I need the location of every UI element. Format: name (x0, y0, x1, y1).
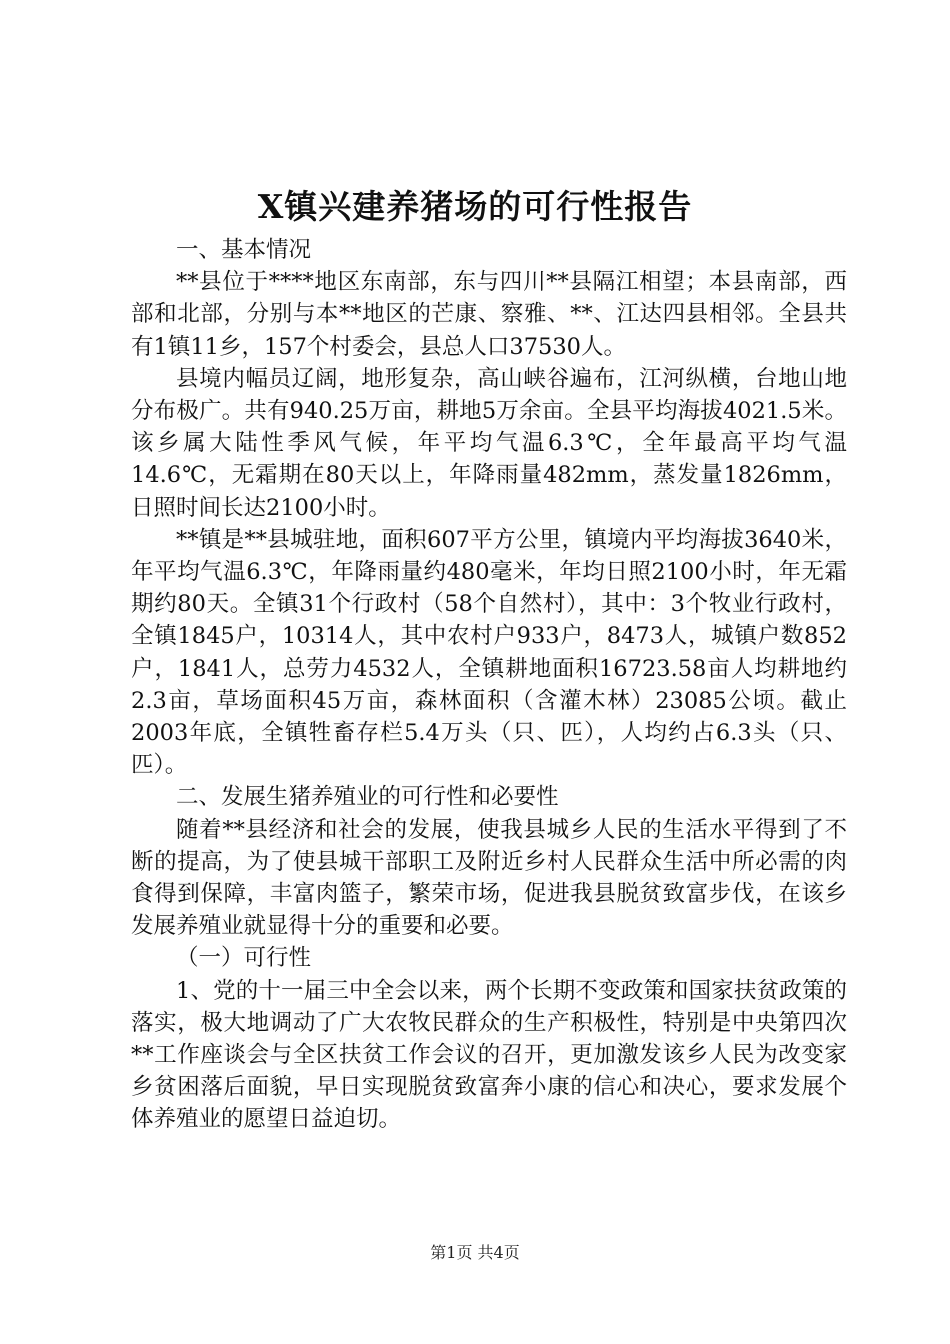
paragraph-development-need: 随着**县经济和社会的发展，使我县城乡人民的生活水平得到了不断的提高，为了使县城干部职工及附近乡村人民群众生活中所必需的肉食得到保障，丰富肉篮子，繁荣市场，促进我县脱贫致富步伐，在该乡发展养殖业就显得十分的重要和必要。 (131, 816, 847, 940)
paragraph-policy-support: 1、党的十一届三中全会以来，两个长期不变政策和国家扶贫政策的落实，极大地调动了广大农牧民群众的生产积极性，特别是中央第四次**工作座谈会与全区扶贫工作会议的召开，更加激发该乡人民为改变家乡贫困落后面貌，早日实现脱贫致富奔小康的信心和决心，要求发展个体养殖业的愿望日益迫切。 (131, 977, 847, 1133)
section-heading-basic-info: 一、基本情况 (176, 237, 312, 263)
page-number-footer: 第1页 共4页 (430, 1243, 520, 1262)
document-body (131, 234, 847, 1136)
paragraph-location: **县位于****地区东南部，东与四川**县隔江相望；本县南部，西部和北部，分别与本**地区的芒康、察雅、**、江达四县相邻。全县共有1镇11乡，157个村委会，县总人口37530人。 (131, 269, 847, 360)
paragraph-terrain-climate: 县境内幅员辽阔，地形复杂，高山峡谷遍布，江河纵横，台地山地分布极广。共有940.25万亩，耕地5万余亩。全县平均海拔4021.5米。该乡属大陆性季风气候，年平均气温6.3℃，全年最高平均气温14.6℃，无霜期在80天以上，年降雨量482mm，蒸发量1826mm，日照时间长达2100小时。 (131, 365, 847, 521)
document-title: X镇兴建养猪场的可行性报告 (257, 187, 693, 226)
subsection-heading-feasibility: （一）可行性 (176, 945, 312, 972)
paragraph-town-overview: **镇是**县城驻地，面积607平方公里，镇境内平均海拔3640米，年平均气温6.3℃，年降雨量约480毫米，年均日照2100小时，年无霜期约80天。全镇31个行政村（58个自然村），其中：3个牧业行政村，全镇1845户，10314人，其中农村户933户，8473人，城镇户数852户，1841人，总劳力4532人，全镇耕地面积16723.58亩人均耕地约2.3亩，草场面积45万亩，森林面积（含灌木林）23085公顷。截止2003年底，全镇牲畜存栏5.4万头（只、匹），人均约占6.3头（只、匹）。 (131, 526, 847, 779)
section-heading-feasibility-necessity: 二、发展生猪养殖业的可行性和必要性 (176, 784, 559, 811)
